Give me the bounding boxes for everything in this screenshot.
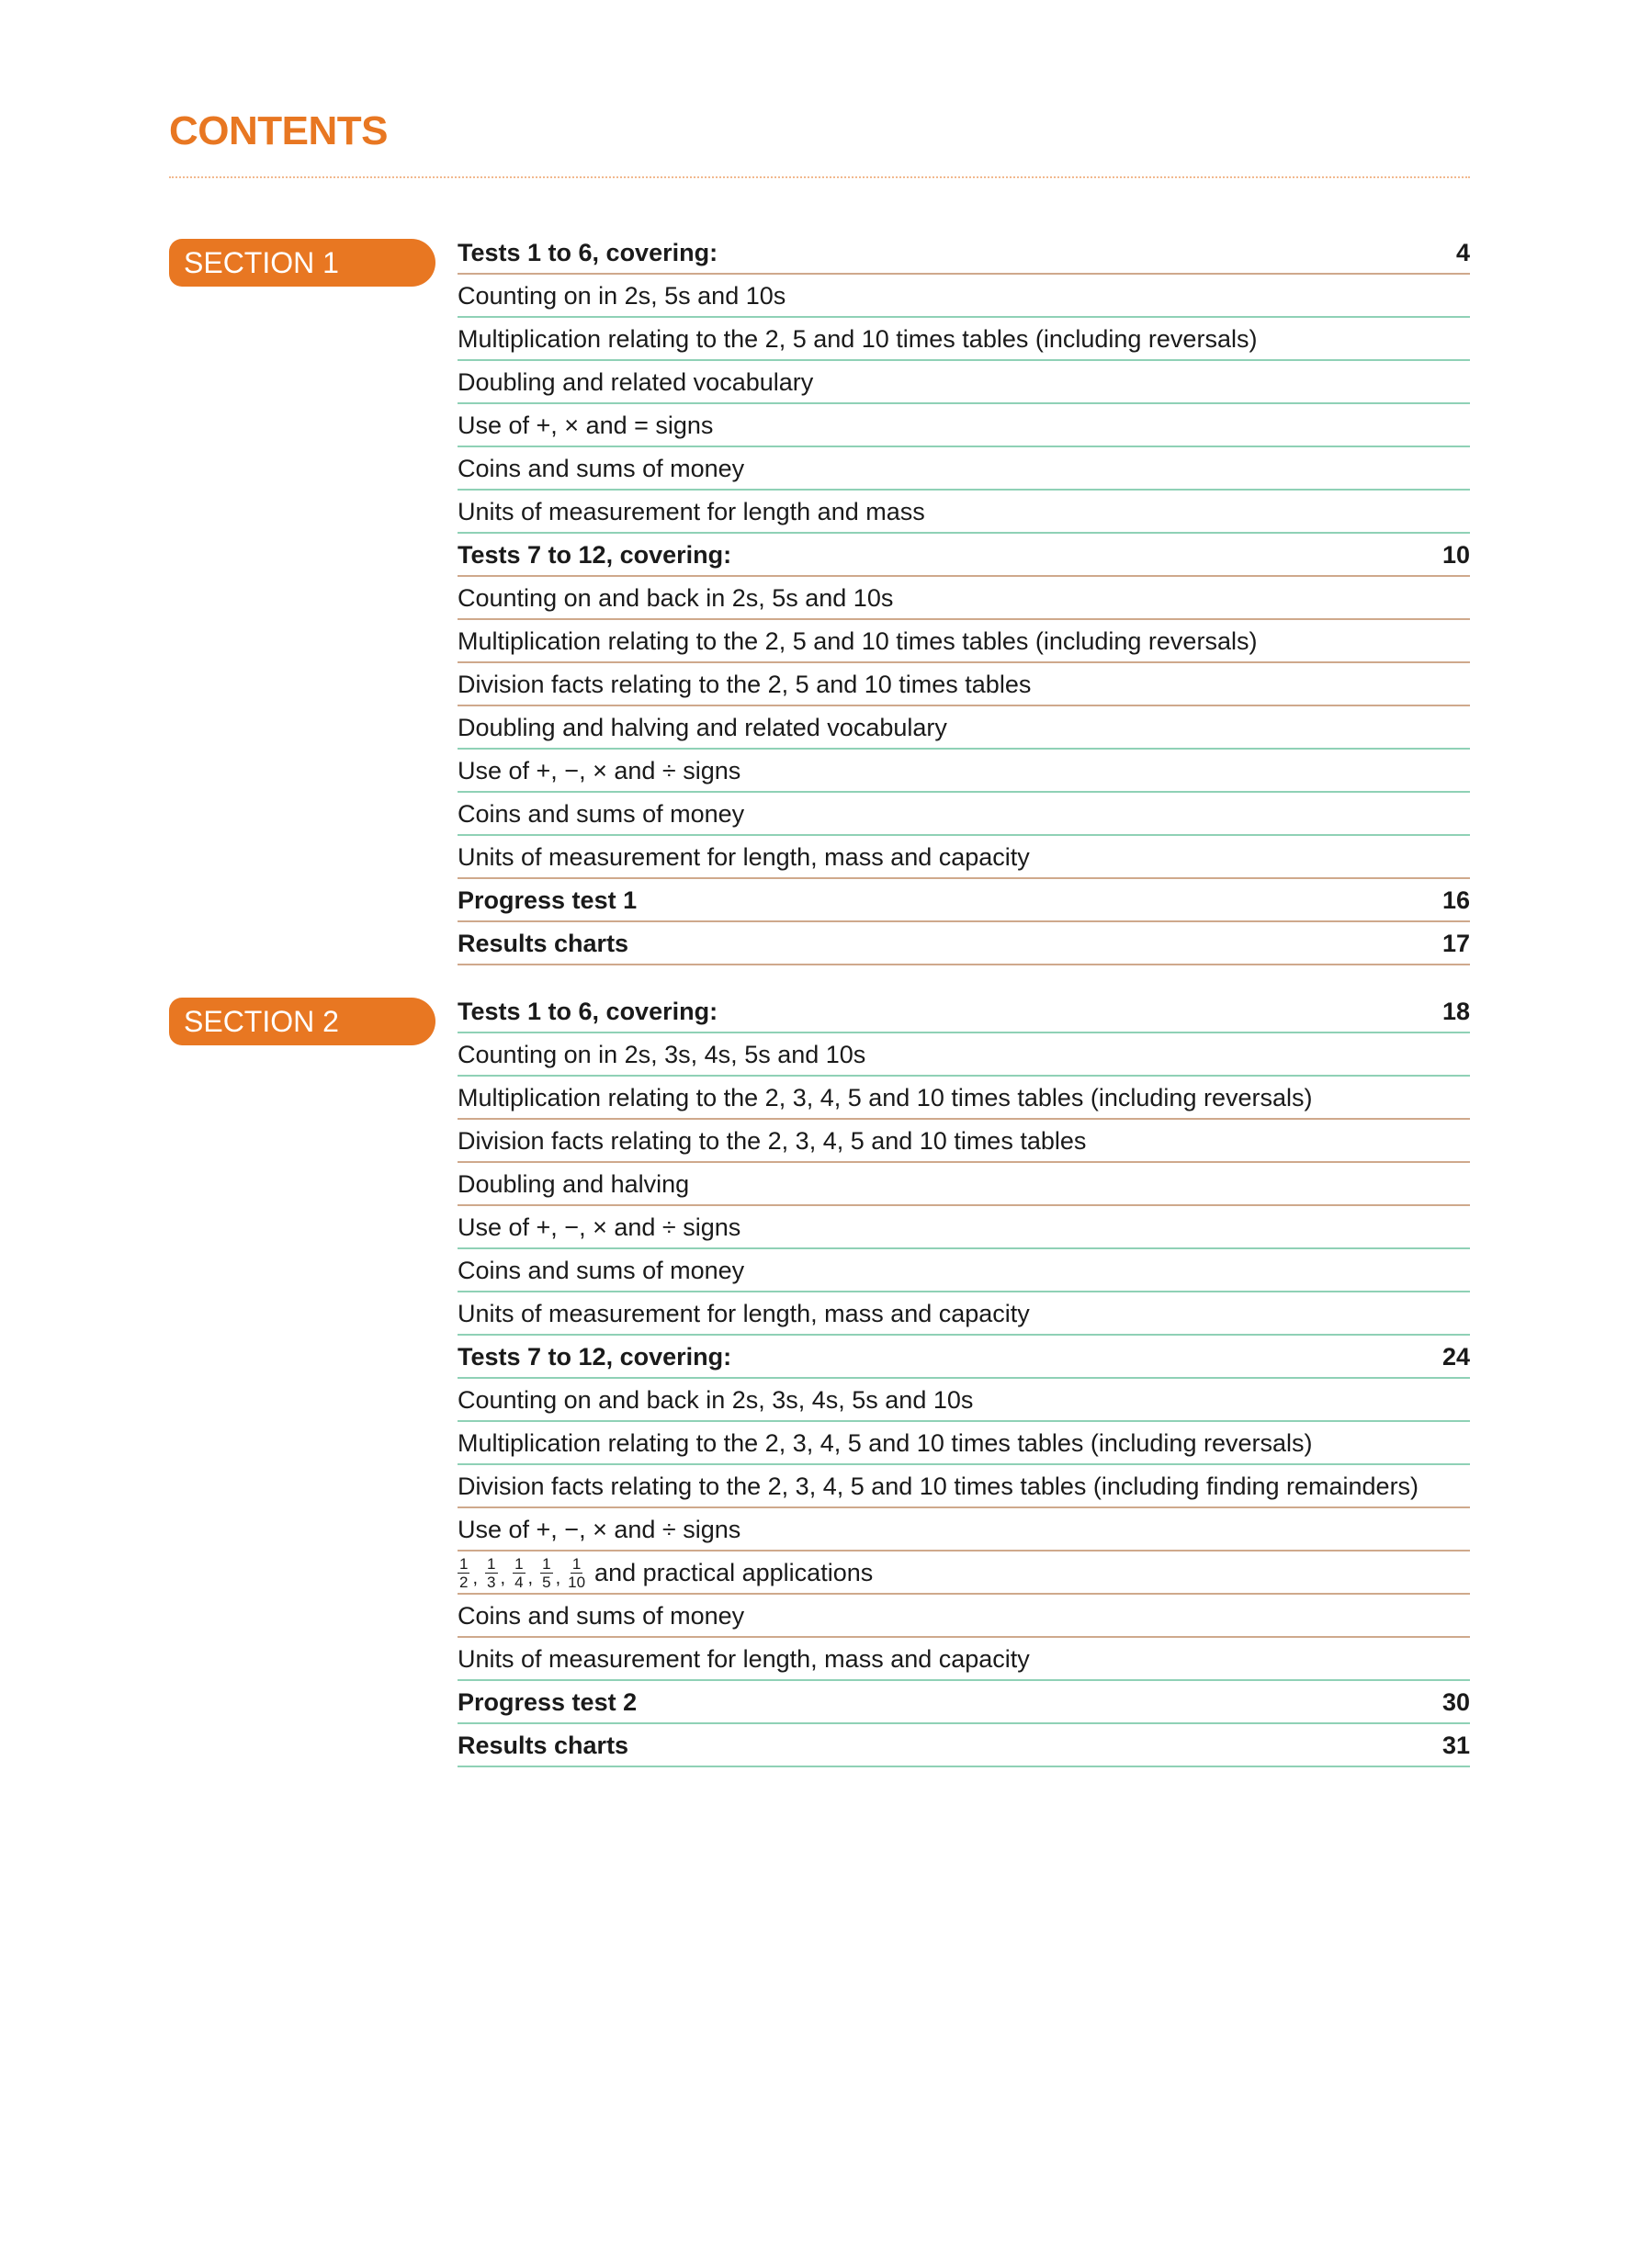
contents-row [458, 706, 1470, 750]
contents-row[interactable] [458, 534, 1470, 577]
contents-row [458, 1249, 1470, 1292]
page-number: 17 [1441, 930, 1470, 957]
contents-row [458, 361, 1470, 404]
contents-row [458, 491, 1470, 534]
entry-title: Multiplication relating to the 2, 5 and 10 times tables (including reversals) [458, 627, 1258, 655]
fraction-tenth: $\frac{1}{10}$ [568, 1555, 586, 1591]
contents-row[interactable] [458, 231, 1470, 275]
entry-title: Results charts [458, 1732, 629, 1759]
contents-row [458, 318, 1470, 361]
contents-row [458, 1508, 1470, 1551]
entry-title: Counting on in 2s, 3s, 4s, 5s and 10s [458, 1041, 866, 1068]
contents-row[interactable] [458, 879, 1470, 922]
page-number: 18 [1441, 998, 1470, 1025]
entry-title: Progress test 2 [458, 1688, 638, 1716]
contents-row [458, 793, 1470, 836]
entry-title: Units of measurement for length, mass and capacity [458, 1645, 1030, 1673]
fraction-half: $\frac{1}{2}$ [459, 1555, 469, 1591]
contents-row[interactable] [458, 990, 1470, 1033]
entry-title: Tests 1 to 6, covering: [458, 998, 718, 1025]
title-divider [169, 176, 1470, 178]
entry-title: Tests 7 to 12, covering: [458, 1343, 732, 1371]
entry-title: Use of +, −, × and ÷ signs [458, 1213, 741, 1241]
page-number: 30 [1441, 1688, 1470, 1716]
entry-title: Multiplication relating to the 2, 3, 4, 5 and 10 times tables (including reversals) [458, 1084, 1313, 1111]
entry-title: Results charts [458, 930, 629, 957]
contents-row [458, 1422, 1470, 1465]
entry-title: Multiplication relating to the 2, 3, 4, 5 and 10 times tables (including reversals) [458, 1429, 1313, 1457]
contents-row[interactable] [458, 922, 1470, 965]
contents-row [458, 620, 1470, 663]
contents-row [458, 1206, 1470, 1249]
entry-title: Tests 7 to 12, covering: [458, 541, 732, 569]
contents-row[interactable] [458, 1336, 1470, 1379]
section-badge: SECTION 1 [169, 239, 435, 287]
entry-title: Doubling and halving and related vocabulary [458, 714, 947, 741]
contents-row [458, 1163, 1470, 1206]
fraction-quarter: $\frac{1}{4}$ [514, 1555, 524, 1591]
fractions-list: $\frac{1}{2}$ , $\frac{1}{3}$ , $\frac{1}{4}$ , $\frac{1}{5}$ , $\frac{1}{10}$ [459, 1555, 586, 1591]
entry-title: Units of measurement for length, mass and capacity [458, 1300, 1030, 1327]
section-badge: SECTION 2 [169, 998, 435, 1045]
contents-row [458, 275, 1470, 318]
entry-title: Coins and sums of money [458, 1602, 745, 1630]
entry-title: Units of measurement for length and mass [458, 498, 925, 525]
entry-title: Counting on and back in 2s, 3s, 4s, 5s and 10s [458, 1386, 974, 1414]
contents-row[interactable] [458, 1724, 1470, 1767]
fraction-fifth: $\frac{1}{5}$ [542, 1555, 551, 1591]
page-number: 24 [1441, 1343, 1470, 1371]
entry-title: Units of measurement for length, mass and capacity [458, 843, 1030, 871]
entry-title: Coins and sums of money [458, 455, 745, 482]
contents-row [458, 1292, 1470, 1336]
entry-title: Coins and sums of money [458, 800, 745, 828]
contents-list [458, 231, 1470, 965]
page-number: 10 [1441, 541, 1470, 569]
entry-title: Multiplication relating to the 2, 5 and 10 times tables (including reversals) [458, 325, 1258, 353]
contents-row [458, 404, 1470, 447]
contents-row [458, 663, 1470, 706]
fraction-third: $\frac{1}{3}$ [487, 1555, 496, 1591]
page-title: CONTENTS [169, 108, 388, 153]
entry-title: Counting on in 2s, 5s and 10s [458, 282, 786, 310]
contents-row [458, 577, 1470, 620]
entry-title: Use of +, × and = signs [458, 412, 714, 439]
entry-title: Coins and sums of money [458, 1257, 745, 1284]
entry-title: Division facts relating to the 2, 5 and 10 times tables [458, 671, 1032, 698]
entry-title: and practical applications [594, 1559, 874, 1586]
contents-row [458, 1465, 1470, 1508]
entry-title: Use of +, −, × and ÷ signs [458, 1516, 741, 1543]
entry-title: Progress test 1 [458, 886, 638, 914]
contents-row [458, 447, 1470, 491]
page-number: 31 [1441, 1732, 1470, 1759]
contents-row [458, 1077, 1470, 1120]
entry-title: Tests 1 to 6, covering: [458, 239, 718, 266]
entry-title: Division facts relating to the 2, 3, 4, 5 and 10 times tables (including finding remainders) [458, 1473, 1419, 1500]
contents-row [458, 1551, 1470, 1595]
contents-row [458, 1379, 1470, 1422]
contents-row [458, 836, 1470, 879]
contents-row [458, 1033, 1470, 1077]
page-number: 4 [1455, 239, 1470, 266]
contents-row [458, 750, 1470, 793]
contents-row [458, 1120, 1470, 1163]
entry-title: Counting on and back in 2s, 5s and 10s [458, 584, 894, 612]
contents-list [458, 990, 1470, 1767]
contents-row[interactable] [458, 1681, 1470, 1724]
entry-title: Division facts relating to the 2, 3, 4, 5 and 10 times tables [458, 1127, 1087, 1155]
entry-title: Doubling and related vocabulary [458, 368, 814, 396]
page-number: 16 [1441, 886, 1470, 914]
entry-title: Doubling and halving [458, 1170, 690, 1198]
entry-title: Use of +, −, × and ÷ signs [458, 757, 741, 784]
contents-row [458, 1595, 1470, 1638]
contents-row [458, 1638, 1470, 1681]
